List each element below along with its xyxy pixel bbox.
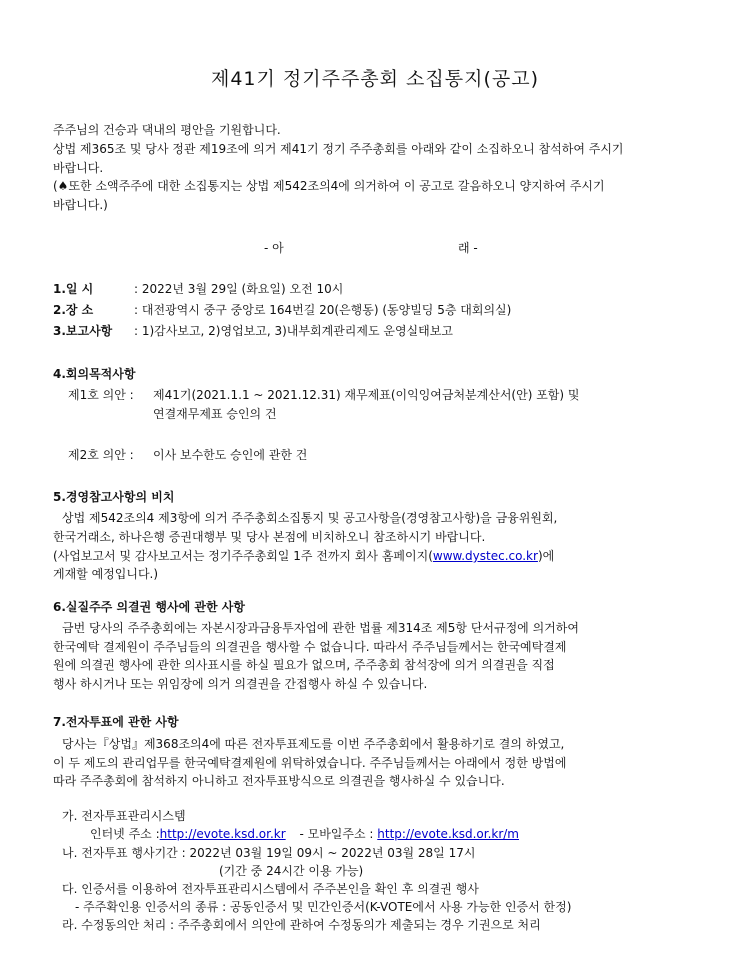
section-7-line: 당사는『상법』제368조의4에 따른 전자투표제도를 이번 주주총회에서 활용하기로 결의 하였고, [62, 737, 565, 751]
item-date-value: : 2022년 3월 29일 (화요일) 오전 10시 [134, 282, 344, 296]
internet-address-label: 인터넷 주소 : [90, 827, 160, 841]
agenda-1-text: 제41기(2021.1.1 ~ 2021.12.31) 재무제표(이익잉여금처분계산서(안) 포함) 및 [153, 388, 580, 402]
certificate-usage: 다. 인증서를 이용하여 전자투표관리시스템에서 주주본인을 확인 후 의결권 행사 [62, 882, 479, 896]
section-7-heading: 7.전자투표에 관한 사항 [53, 715, 179, 729]
item-date-label: 1.일 시 [53, 282, 94, 296]
agenda-2-label: 제2호 의안 : [68, 448, 134, 462]
section-5-line [53, 548, 554, 564]
section-4-heading: 4.회의목적사항 [53, 367, 136, 381]
evote-mobile-link[interactable]: http://evote.ksd.or.kr/m [377, 827, 519, 841]
item-report-value: : 1)감사보고, 2)영업보고, 3)내부회계관리제도 운영실태보고 [134, 324, 453, 338]
section-6-line: 금번 당사의 주주총회에는 자본시장과금융투자업에 관한 법률 제314조 제5항 단서규정에 의거하여 [62, 621, 579, 635]
item-place-label: 2.장 소 [53, 303, 94, 317]
below-heading-left: - 아 [264, 241, 284, 255]
item-report-label: 3.보고사항 [53, 324, 113, 338]
section-5-line: 게재할 예정입니다.) [53, 567, 159, 581]
amendment-handling: 라. 수정동의안 처리 : 주주총회에서 의안에 관하여 수정동의가 제출되는 경우 기권으로 처리 [62, 918, 541, 932]
evote-period-note: (기간 중 24시간 이용 가능) [219, 864, 364, 878]
intro-line: (♠또한 소액주주에 대한 소집통지는 상법 제542조의4에 의거하여 이 공고로 갈음하오니 양지하여 주시기 [53, 179, 605, 193]
intro-line: 바랍니다. [53, 161, 104, 175]
certificate-types: - 주주확인용 인증서의 종류 : 공동인증서 및 민간인증서(K-VOTE에서 사용 가능한 인증서 한정) [75, 900, 572, 914]
homepage-link[interactable]: www.dystec.co.kr [432, 549, 538, 563]
section-6-line: 행사 하시거나 또는 위임장에 의거 의결권을 간접행사 하실 수 있습니다. [53, 677, 428, 691]
section-6-line: 한국예탁 결제원이 주주님들의 의결권을 행사할 수 없습니다. 따라서 주주님들께서는 한국예탁결제 [53, 640, 567, 654]
section-6-heading: 6.실질주주 의결권 행사에 관한 사항 [53, 600, 245, 614]
evote-system-label: 가. 전자투표관리시스템 [62, 809, 186, 823]
section-6-line: 원에 의결권 행사에 관한 의사표시를 하실 필요가 없으며, 주주총회 참석장에 의거 의결권을 직접 [53, 658, 555, 672]
agenda-1-label: 제1호 의안 : [68, 388, 134, 402]
section-5-line: 상법 제542조의4 제3항에 의거 주주총회소집통지 및 공고사항을(경영참고사항)을 금융위원회, [62, 511, 558, 525]
evote-internet-link[interactable]: http://evote.ksd.or.kr [159, 827, 286, 841]
section-5-line-text: (사업보고서 및 감사보고서는 정기주주총회일 1주 전까지 회사 홈페이지( [53, 549, 433, 563]
evote-period: 나. 전자투표 행사기간 : 2022년 03월 19일 09시 ~ 2022년 03월 28일 17시 [62, 846, 476, 860]
agenda-1-text-cont: 연결재무제표 승인의 건 [153, 407, 277, 421]
section-5-line-text: )에 [537, 549, 555, 563]
mobile-address-label: - 모바일주소 : [299, 827, 374, 841]
evote-urls [90, 826, 519, 842]
section-5-heading: 5.경영참고사항의 비치 [53, 490, 175, 504]
page-title: 제41기 정기주주총회 소집통지(공고) [210, 68, 540, 90]
intro-line: 바랍니다.) [53, 198, 108, 212]
item-place-value: : 대전광역시 중구 중앙로 164번길 20(은행동) (동양빌딩 5층 대회의실) [134, 303, 512, 317]
below-heading-right: 래 - [458, 241, 478, 255]
section-7-line: 따라 주주총회에 참석하지 아니하고 전자투표방식으로 의결권을 행사하실 수 있습니다. [53, 774, 505, 788]
intro-line: 주주님의 건승과 댁내의 평안을 기원합니다. [53, 123, 281, 137]
section-7-line: 이 두 제도의 관리업무를 한국예탁결제원에 위탁하였습니다. 주주님들께서는 아래에서 정한 방법에 [53, 756, 567, 770]
agenda-2-text: 이사 보수한도 승인에 관한 건 [153, 448, 308, 462]
intro-line: 상법 제365조 및 당사 정관 제19조에 의거 제41기 정기 주주총회를 아래와 같이 소집하오니 참석하여 주시기 [53, 142, 624, 156]
section-5-line: 한국거래소, 하나은행 증권대행부 및 당사 본점에 비치하오니 참조하시기 바랍니다. [53, 530, 486, 544]
